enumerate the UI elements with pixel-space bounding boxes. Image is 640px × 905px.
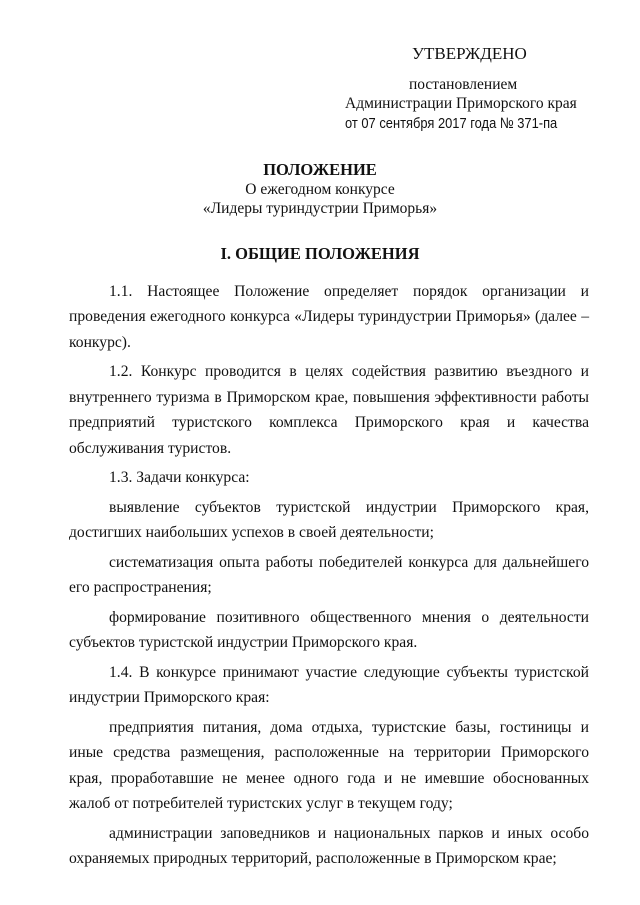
paragraph bbox=[69, 465, 589, 490]
paragraph bbox=[69, 550, 589, 601]
paragraph bbox=[69, 495, 589, 546]
document-subtitle-line2: «Лидеры туриндустрии Приморья» bbox=[202, 200, 438, 217]
paragraph bbox=[69, 279, 589, 355]
section-title: I. ОБЩИЕ ПОЛОЖЕНИЯ bbox=[220, 244, 420, 263]
paragraph-text: 1.1. Настоящее Положение определяет порядок организации и проведения ежегодного конкурса «Лидеры туриндустрии Приморья» (далее – конкурс). bbox=[69, 283, 589, 351]
paragraph bbox=[69, 821, 589, 872]
paragraph-text: 1.4. В конкурсе принимают участие следующие субъекты туристской индустрии Приморского края: bbox=[69, 663, 589, 707]
paragraph bbox=[69, 660, 589, 711]
paragraph-text: формирование позитивного общественного мнения о деятельности субъектов туристской индустрии Приморского края. bbox=[69, 608, 589, 652]
approval-title: УТВЕРЖДЕНО bbox=[412, 44, 527, 63]
paragraph-text: выявление субъектов туристской индустрии Приморского края, достигших наибольших успехов в своей деятельности; bbox=[69, 498, 589, 542]
document-subtitle-line1: О ежегодном конкурсе bbox=[245, 181, 395, 198]
document-body bbox=[69, 279, 589, 876]
paragraph bbox=[69, 605, 589, 656]
paragraph-text: 1.2. Конкурс проводится в целях содействия развитию въездного и внутреннего туризма в Приморском крае, повышения эффективности работы предприятий туристского комплекса Приморского края и качества обслуживания туристов. bbox=[69, 363, 589, 457]
paragraph-text: 1.3. Задачи конкурса: bbox=[109, 469, 250, 487]
approval-line-resolution: постановлением bbox=[409, 76, 518, 93]
approval-line-authority: Администрации Приморского края bbox=[345, 95, 577, 112]
paragraph-text: систематизация опыта работы победителей конкурса для дальнейшего его распространения; bbox=[69, 553, 589, 597]
approval-line-date-number: от 07 сентября 2017 года № 371-па bbox=[345, 115, 558, 132]
document-title: ПОЛОЖЕНИЕ bbox=[263, 160, 377, 179]
paragraph-text: предприятия питания, дома отдыха, туристские базы, гостиницы и иные средства размещения, расположенные на территории Приморского края, проработавшие не менее одного года и не имевшие обоснованных жалоб от потребителей туристских услуг в текущем году; bbox=[69, 718, 589, 813]
paragraph bbox=[69, 359, 589, 461]
paragraph bbox=[69, 715, 589, 817]
paragraph-text: администрации заповедников и национальных парков и иных особо охраняемых природных территорий, расположенные в Приморском крае; bbox=[69, 824, 589, 868]
